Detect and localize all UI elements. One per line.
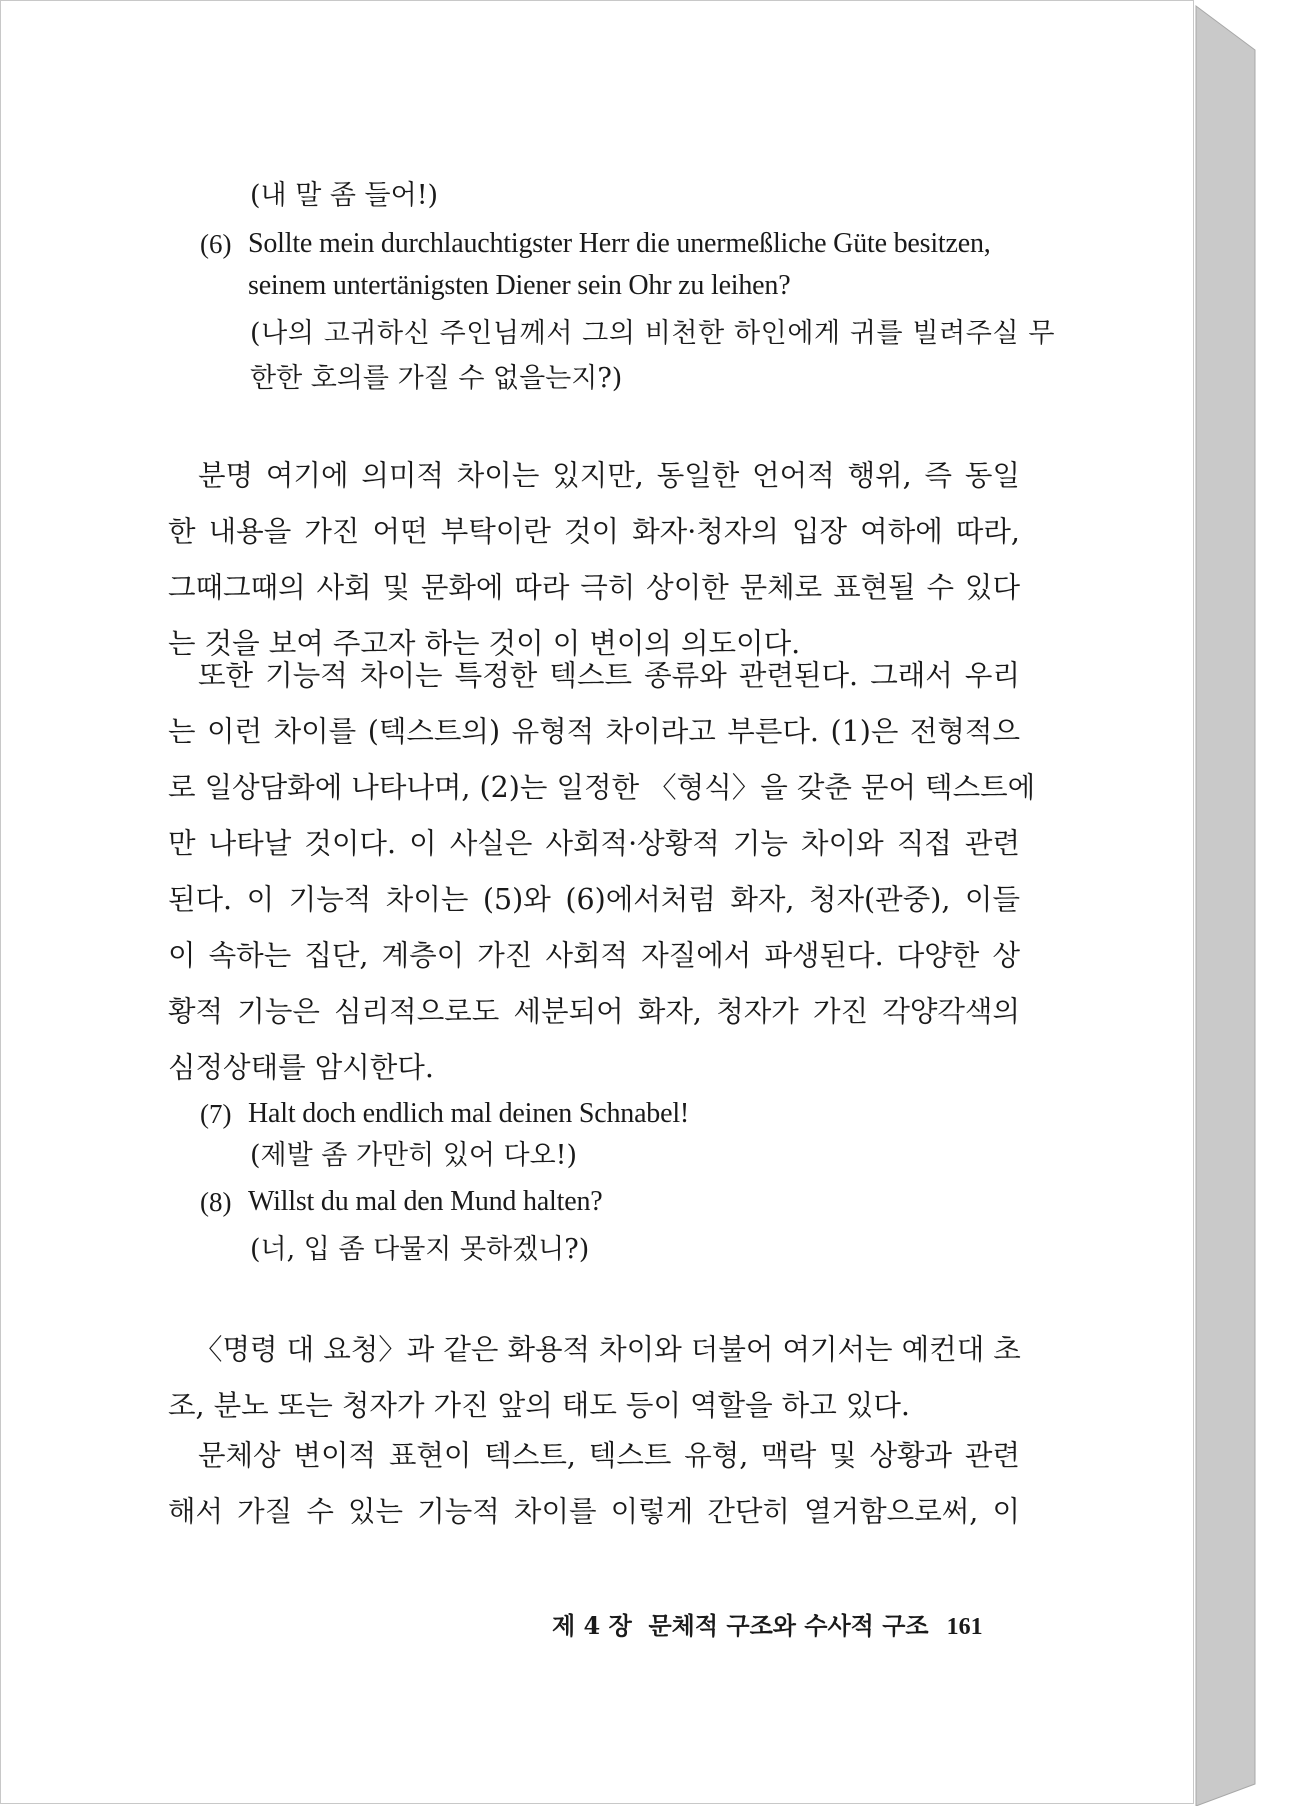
page-number: 161 xyxy=(946,1614,983,1640)
paragraph-2-line: 심정상태를 암시한다. xyxy=(168,1051,434,1084)
ex8-translation: (너, 입 좀 다물지 못하겠니?) xyxy=(250,1234,590,1265)
paragraph-2-line: 된다. 이 기능적 차이는 (5)와 (6)에서처럼 화자, 청자(관중), 이들 xyxy=(168,883,1020,916)
paragraph-4-line: 해서 가질 수 있는 기능적 차이를 이렇게 간단히 열거함으로써, 이 xyxy=(168,1495,1020,1528)
paragraph-2-line: 황적 기능은 심리적으로도 세분되어 화자, 청자가 가진 각양각색의 xyxy=(168,995,1020,1028)
ex8-number: (8) xyxy=(200,1187,232,1217)
paragraph-4-line: 문체상 변이적 표현이 텍스트, 텍스트 유형, 맥락 및 상황과 관련 xyxy=(198,1439,1020,1472)
ex5-translation: (내 말 좀 들어!) xyxy=(250,180,439,211)
ex6-translation-line-2: 한한 호의를 가질 수 없을는지?) xyxy=(250,363,623,394)
ex6-line-1: Sollte mein durchlauchtigster Herr die unermeßliche Güte besitzen, xyxy=(248,228,991,259)
paragraph-2-line: 만 나타날 것이다. 이 사실은 사회적·상황적 기능 차이와 직접 관련 xyxy=(168,827,1020,860)
chapter-title: 제 4 장 문체적 구조와 수사적 구조 xyxy=(552,1611,929,1640)
ex6-number: (6) xyxy=(200,229,232,259)
ex6-line-2: seinem untertänigsten Diener sein Ohr zu leihen? xyxy=(248,270,791,301)
paragraph-3 xyxy=(168,1322,1020,1434)
paragraph-3-line: 조, 분노 또는 청자가 가진 앞의 태도 등이 역할을 하고 있다. xyxy=(168,1389,910,1422)
page-footer xyxy=(552,1610,983,1643)
paragraph-2-line: 또한 기능적 차이는 특정한 텍스트 종류와 관련된다. 그래서 우리 xyxy=(198,659,1020,692)
paragraph-2-line: 로 일상담화에 나타나며, (2)는 일정한 〈형식〉을 갖춘 문어 텍스트에 xyxy=(168,771,1036,804)
paragraph-1-line: 그때그때의 사회 및 문화에 따라 극히 상이한 문체로 표현될 수 있다 xyxy=(168,571,1020,604)
paragraph-4 xyxy=(168,1428,1020,1540)
ex7-translation: (제발 좀 가만히 있어 다오!) xyxy=(250,1140,578,1171)
paragraph-1-line: 분명 여기에 의미적 차이는 있지만, 동일한 언어적 행위, 즉 동일 xyxy=(198,459,1020,492)
ex7-number: (7) xyxy=(200,1099,232,1129)
ex7-text: Halt doch endlich mal deinen Schnabel! xyxy=(248,1098,690,1129)
paragraph-2 xyxy=(168,648,1036,1096)
paragraph-1-line: 한 내용을 가진 어떤 부탁이란 것이 화자·청자의 입장 여하에 따라, xyxy=(168,515,1020,548)
ex8-text: Willst du mal den Mund halten? xyxy=(248,1186,603,1217)
paragraph-1-line: 는 것을 보여 주고자 하는 것이 이 변이의 의도이다. xyxy=(168,627,801,660)
book-edge-face xyxy=(1196,6,1255,1806)
paragraph-1 xyxy=(168,448,1020,672)
paragraph-2-line: 는 이런 차이를 (텍스트의) 유형적 차이라고 부른다. (1)은 전형적으 xyxy=(168,715,1020,748)
ex6-translation-line-1: (나의 고귀하신 주인님께서 그의 비천한 하인에게 귀를 빌려주실 무 xyxy=(250,318,1056,349)
paragraph-3-line: 〈명령 대 요청〉과 같은 화용적 차이와 더불어 여기서는 예컨대 초 xyxy=(194,1333,1021,1366)
paragraph-2-line: 이 속하는 집단, 계층이 가진 사회적 자질에서 파생된다. 다양한 상 xyxy=(168,939,1020,972)
